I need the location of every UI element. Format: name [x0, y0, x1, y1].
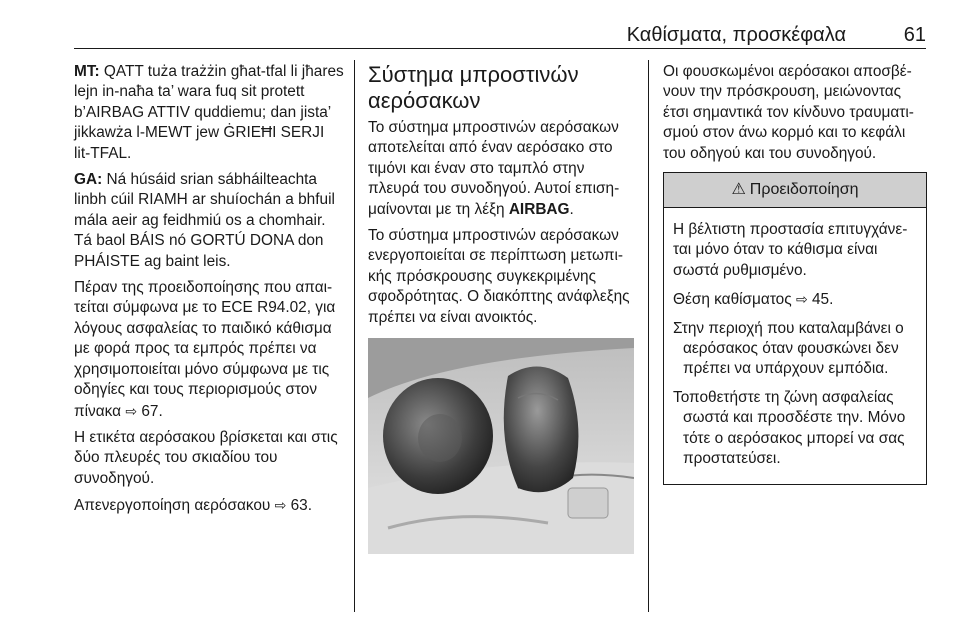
ece-text: Πέραν της προειδοποίησης που απαιτείται σύμφωνα με το ECE R94.02, για λόγους ασφαλείας το παιδικό κάθισμα με φορά προς τα εμπρός πρέπει να χρησιμοποιείται μόνο σύμφωνα με τις οδηγίες και τους περιορισμούς στον πίνακα	[74, 279, 336, 420]
deactivation-text: Απενεργοποίηση αερόσακου	[74, 497, 271, 515]
mt-label: MT:	[74, 63, 100, 80]
page-ref-arrow-icon: ⇨	[795, 291, 808, 308]
system-text: Το σύστημα μπροστινών αερόσακων αποτελείται από έναν αερόσακο στο τιμόνι και έναν στο ταμπλό στην πλευρά του συνοδηγού. Αυτοί επισημαίνονται με τη λέξη	[368, 119, 620, 218]
warning-text-4: Τοποθετήστε τη ζώνη ασφαλείας σωστά και προσδέστε την. Μόνο τότε ο αερόσακος μπορεί να σας προστατεύσει.	[673, 388, 906, 468]
ece-paragraph: Πέραν της προειδοποίησης που απαιτείται σύμφωνα με το ECE R94.02, για λόγους ασφαλείας το παιδικό κάθισμα με φορά προς τα εμπρός πρέπει να χρησιμοποιείται μόνο σύμφωνα με τις οδηγίες και τους περιορισμούς στον πίνακα ⇨ 67.	[74, 279, 336, 420]
period: .	[569, 200, 574, 218]
label-paragraph: Η ετικέτα αερόσακου βρίσκεται και στις δύο πλευρές του σκιαδίου του συνοδηγού.	[74, 428, 338, 487]
warning-body	[664, 208, 926, 483]
airbag-deployment-icon	[368, 338, 634, 554]
section-title: Καθίσματα, προσκέφαλα	[626, 24, 846, 46]
page-ref-arrow-icon: ⇨	[274, 497, 287, 514]
warning-text-3: Στην περιοχή που καταλαμβάνει ο αερόσακος όταν φουσκώνει δεν πρέπει να υπάρχουν εμπόδια.	[673, 319, 904, 378]
ga-text: Ná húsáid srian sábháilteachta linbh cúil RIAMH ar shuíochán a bhfuil mála aeir ag feidhmiú os a chomhair. Tá baol BÁIS nó GORTÚ DONA don PHÁISTE ag baint leis.	[74, 171, 335, 270]
airbag-word: AIRBAG	[508, 200, 570, 218]
page-number: 61	[903, 24, 926, 46]
activation-paragraph: Το σύστημα μπροστινών αερόσακων ενεργοποιείται σε περίπτωση μετωπικής πρόσκρουσης συγκεκριμένης σφοδρότητας. Ο διακόπτης ανάφλεξης πρέπει να είναι ανοικτός.	[368, 227, 630, 326]
irish-warning	[74, 170, 344, 272]
column-2	[368, 62, 638, 554]
header-rule	[74, 48, 926, 49]
column-divider	[354, 60, 355, 612]
page-ref[interactable]: 63	[290, 497, 308, 515]
column-1	[74, 62, 344, 523]
warning-header	[664, 173, 926, 208]
system-paragraph	[368, 118, 638, 220]
warning-box	[663, 172, 927, 484]
warning-title: Προειδοποίηση	[749, 180, 859, 198]
deactivation-paragraph: Απενεργοποίηση αερόσακου ⇨ 63.	[74, 497, 313, 515]
column-divider	[648, 60, 649, 612]
mt-text: QATT tuża trażżin għat-tfal li jħares lejn in-naħa ta’ wara fuq sit protett b’AIRBAG ATTIV quddiemu; dan jista’ jikkawża l-MEWT jew ĠRIEĦI SERJI lit-TFAL.	[74, 63, 344, 162]
maltese-warning	[74, 62, 344, 164]
page-ref-arrow-icon: ⇨	[125, 402, 138, 419]
warning-triangle-icon: ⚠	[731, 180, 746, 198]
ga-label: GA:	[74, 171, 103, 189]
page-header	[74, 24, 926, 46]
airbag-illustration	[368, 338, 634, 554]
page-ref[interactable]: 45	[811, 291, 830, 309]
inflated-paragraph: Οι φουσκωμένοι αερόσακοι αποσβένουν την πρόσκρουση, μειώνοντας έτσι σημαντικά τον κίνδυνο τραυματισμού στον άνω κορμό και το κεφάλι του οδηγού και του συνοδηγού.	[663, 63, 914, 162]
warning-text-1: Η βέλτιστη προστασία επιτυγχάνεται μόνο όταν το κάθισμα είναι σωστά ρυθμισμένο.	[673, 221, 908, 279]
page-ref[interactable]: 67	[141, 402, 159, 420]
seat-position-text: Θέση καθίσματος	[673, 291, 792, 309]
warning-seat-position: Θέση καθίσματος ⇨ 45.	[673, 291, 834, 309]
section-heading: Σύστημα μπροστινών αερόσακων	[368, 62, 579, 113]
column-3	[663, 62, 928, 485]
